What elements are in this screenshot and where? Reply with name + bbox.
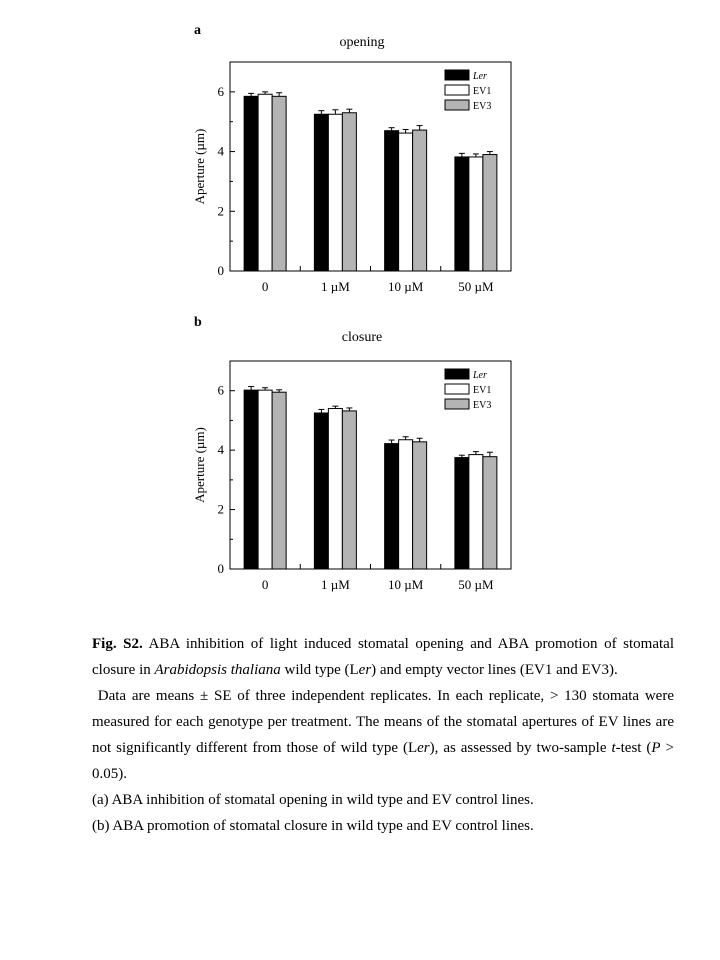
caption-paragraph-2: [92, 683, 674, 787]
caption-paragraph-3: (a) ABA inhibition of stomatal opening in wild type and EV control lines.: [92, 792, 534, 808]
closure-x-tick-label: 50 µM: [458, 577, 494, 592]
closure-y-tick-label: 0: [217, 561, 224, 576]
closure-y-axis-label: Aperture (µm): [192, 427, 207, 503]
caption-text: wild type (L: [280, 662, 359, 678]
figure-caption: [92, 631, 674, 839]
opening-x-tick-label: 50 µM: [458, 279, 494, 294]
closure-legend-swatch-ler: [445, 369, 469, 379]
closure-bar-ev1: [399, 440, 413, 569]
closure-bar-ev1: [328, 409, 342, 569]
opening-y-tick-label: 2: [217, 203, 224, 219]
closure-bar-ev1: [469, 455, 483, 569]
panel-b-title: closure: [341, 330, 383, 345]
closure-legend-label-ev1: EV1: [473, 385, 492, 396]
caption-text: > 0.05).: [92, 740, 674, 782]
closure-bar-ev1: [258, 390, 272, 569]
closure-bar-ler: [314, 413, 328, 569]
opening-y-tick-label: 6: [217, 83, 224, 99]
opening-x-tick-label: 1 µM: [320, 279, 350, 294]
closure-x-tick-label: 1 µM: [320, 577, 350, 592]
closure-x-tick-label: 0: [261, 577, 269, 592]
t-italic: t: [611, 740, 616, 756]
caption-text: ABA inhibition of light induced stomatal opening and ABA promotion of stomatal closure in: [92, 636, 674, 678]
closure-bar-ler: [244, 390, 258, 569]
closure-bar-ev3: [413, 442, 427, 569]
caption-text: ), as assessed by two-sample: [429, 740, 612, 756]
caption-text: -test (: [615, 740, 652, 756]
closure-y-tick-label: 6: [217, 382, 224, 398]
closure-bar-ler: [455, 458, 469, 569]
caption-paragraph-4: (b) ABA promotion of stomatal closure in wild type and EV control lines.: [92, 818, 534, 834]
closure-legend-swatch-ev3: [445, 399, 469, 409]
closure-y-tick-label: 4: [217, 442, 224, 458]
ler-italic: er: [358, 662, 372, 678]
opening-y-axis-label: Aperture (µm): [192, 128, 207, 205]
opening-y-tick-label: 4: [217, 143, 224, 159]
fig-label: Fig. S2.: [92, 636, 143, 652]
opening-x-tick-label: 0: [261, 279, 269, 294]
opening-x-tick-label: 10 µM: [387, 279, 424, 294]
opening-y-tick-label: 0: [217, 263, 224, 278]
closure-bar-ler: [385, 444, 399, 569]
species-name: Arabidopsis thaliana: [154, 662, 281, 678]
ler-italic: er: [417, 740, 430, 756]
opening-legend-label-ev1: EV1: [473, 86, 492, 97]
panel-b-letter: b: [194, 315, 202, 330]
closure-x-tick-label: 10 µM: [387, 577, 424, 592]
closure-legend-swatch-ev1: [445, 384, 469, 394]
p-italic: P: [651, 740, 661, 756]
opening-legend-label-ler: Ler: [473, 71, 487, 82]
closure-bar-ev3: [272, 392, 286, 569]
panel-a-title: opening: [339, 35, 385, 50]
closure-bar-ev3: [483, 457, 497, 569]
opening-legend-label-ev3: EV3: [473, 101, 492, 112]
closure-legend-label-ler: Ler: [473, 370, 487, 381]
closure-bar-ev3: [342, 411, 356, 569]
closure-y-tick-label: 2: [217, 501, 224, 517]
caption-text: ) and empty vector lines (EV1 and EV3).: [371, 662, 618, 678]
closure-legend-label-ev3: EV3: [473, 400, 492, 411]
caption-paragraph-1: [92, 631, 674, 683]
panel-a-letter: a: [194, 23, 201, 38]
caption-text: Data are means ± SE of three independent replicates. In each replicate, > 130 stomata were measured for each genotype per treatment. The means of the stomatal apertures of EV lines are not significantly different from those of wild type (L: [92, 688, 674, 756]
